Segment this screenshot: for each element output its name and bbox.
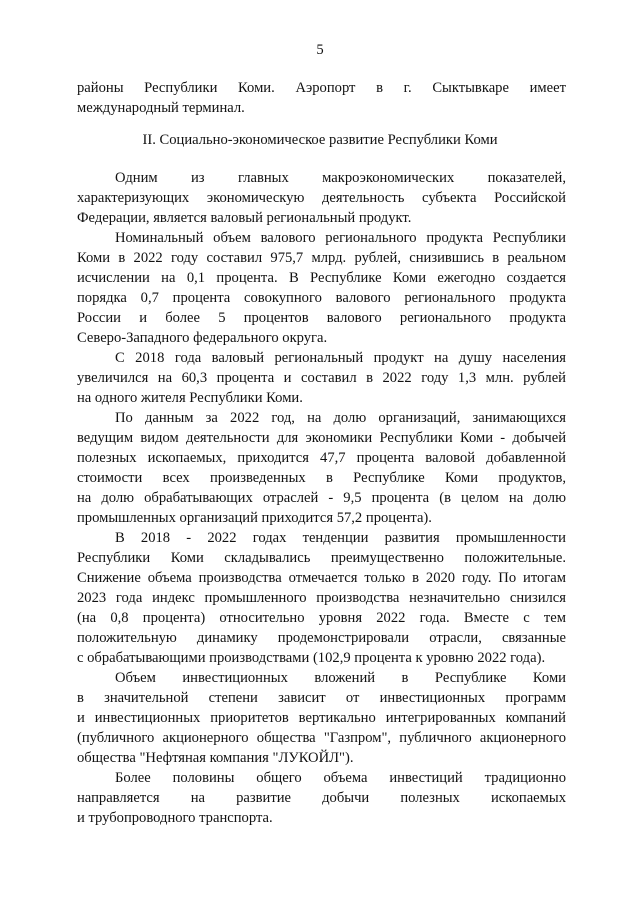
section-body [77,168,566,828]
text-line: порядка 0,7 процента совокупного валового регионального продукта [77,290,566,306]
text-line: международный терминал. [77,100,245,116]
text-line: Республики Коми складывались преимущественно положительные. [77,550,566,566]
text-line: (публичного акционерного общества "Газпром", публичного акционерного [77,730,566,746]
paragraph [77,528,566,668]
text-line: (на 0,8 процента) относительно уровня 2022 года. Вместе с тем [77,610,566,626]
text-line: Одним из главных макроэкономических показателей, [115,170,566,186]
paragraph [77,668,566,768]
text-line: С 2018 года валовый региональный продукт на душу населения [115,350,566,366]
text-line: на одного жителя Республики Коми. [77,390,303,406]
text-line: характеризующих экономическую деятельность субъекта Российской [77,190,566,206]
paragraph [77,408,566,528]
section-heading: II. Социально-экономическое развитие Республики Коми [142,132,498,148]
text-line: Коми в 2022 году составил 975,7 млрд. рублей, снизившись в реальном [77,250,566,266]
text-line: Федерации, является валовый региональный продукт. [77,210,412,226]
text-line: Объем инвестиционных вложений в Республике Коми [115,670,566,686]
text-line: в значительной степени зависит от инвестиционных программ [77,690,566,706]
text-line: полезных ископаемых, приходится 47,7 процента валовой добавленной [77,450,566,466]
intro-block [77,78,566,118]
text-line: увеличился на 60,3 процента и составил в 2022 году 1,3 млн. рублей [77,370,566,386]
text-line: промышленных организаций приходится 57,2 процента). [77,510,432,526]
text-line: общества "Нефтяная компания "ЛУКОЙЛ"). [77,750,354,766]
text-line: стоимости всех произведенных в Республике Коми продуктов, [77,470,566,486]
text-line: районы Республики Коми. Аэропорт в г. Сыктывкаре имеет [77,80,566,96]
text-line: направляется на развитие добычи полезных ископаемых [77,790,566,806]
paragraph [77,348,566,408]
paragraph [77,168,566,228]
text-line: России и более 5 процентов валового регионального продукта [77,310,566,326]
paragraph [77,768,566,828]
text-line: ведущим видом деятельности для экономики Республики Коми - добычей [77,430,566,446]
text-line: Номинальный объем валового регионального продукта Республики [115,230,566,246]
text-line: и трубопроводного транспорта. [77,810,273,826]
paragraph [77,228,566,348]
text-line: на долю обрабатывающих отраслей - 9,5 процента (в целом на долю [77,490,566,506]
text-line: Северо-Западного федерального округа. [77,330,328,346]
text-line: исчислении на 0,1 процента. В Республике Коми ежегодно создается [77,270,566,286]
text-line: с обрабатывающими производствами (102,9 процента к уровню 2022 года). [77,650,546,666]
text-line: По данным за 2022 год, на долю организаций, занимающихся [115,410,566,426]
text-line: В 2018 - 2022 годах тенденции развития промышленности [115,530,566,546]
text-line: Более половины общего объема инвестиций традиционно [115,770,566,786]
text-line: положительную динамику продемонстрировали отрасли, связанные [77,630,566,646]
text-line: Снижение объема производства отмечается только в 2020 году. По итогам [77,570,566,586]
page-number: 5 [316,42,324,58]
text-line: и инвестиционных приоритетов вертикально интегрированных компаний [77,710,566,726]
text-line: 2023 года индекс промышленного производства незначительно снизился [77,590,566,606]
